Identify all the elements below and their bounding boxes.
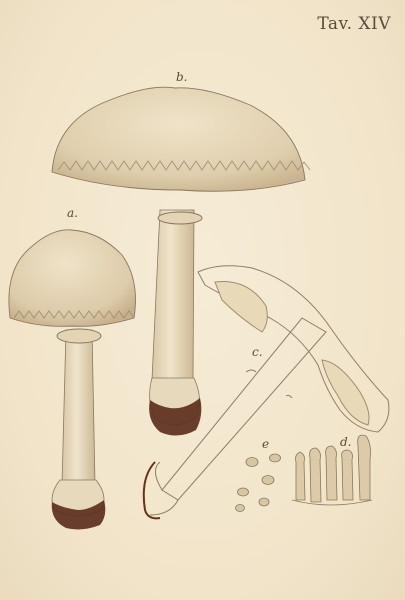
spore — [236, 505, 245, 512]
mushroom-b-stem — [152, 210, 194, 380]
figure-label-d: d. — [340, 435, 352, 449]
basidium — [326, 446, 337, 500]
mushroom-a-ring — [57, 329, 101, 343]
spore — [262, 476, 274, 485]
basidium — [296, 452, 306, 500]
section-c-gill-left — [215, 282, 267, 333]
mushroom-a — [9, 230, 136, 530]
figure-label-b: b. — [176, 70, 188, 84]
basidia-d — [292, 435, 372, 505]
plate-title: Tav. XIV — [317, 14, 391, 34]
figure-label-e: e — [262, 437, 270, 451]
section-c-marker — [246, 370, 292, 398]
section-c-base — [150, 462, 178, 515]
spore — [246, 458, 258, 467]
figure-label-a: a. — [67, 206, 78, 220]
section-c-volva — [144, 462, 160, 518]
basidium — [342, 450, 353, 500]
spores-e — [236, 454, 281, 512]
basidium — [310, 448, 321, 502]
basidia-base — [292, 500, 372, 505]
spore — [238, 488, 249, 496]
mushroom-b-cap — [52, 87, 305, 191]
spore — [270, 454, 281, 462]
mushroom-b-ring — [158, 212, 202, 224]
spore — [259, 498, 269, 506]
mushroom-a-cap — [9, 230, 136, 327]
basidium — [358, 435, 371, 500]
figure-label-c: c. — [252, 345, 263, 359]
mushroom-a-stem — [62, 330, 95, 485]
